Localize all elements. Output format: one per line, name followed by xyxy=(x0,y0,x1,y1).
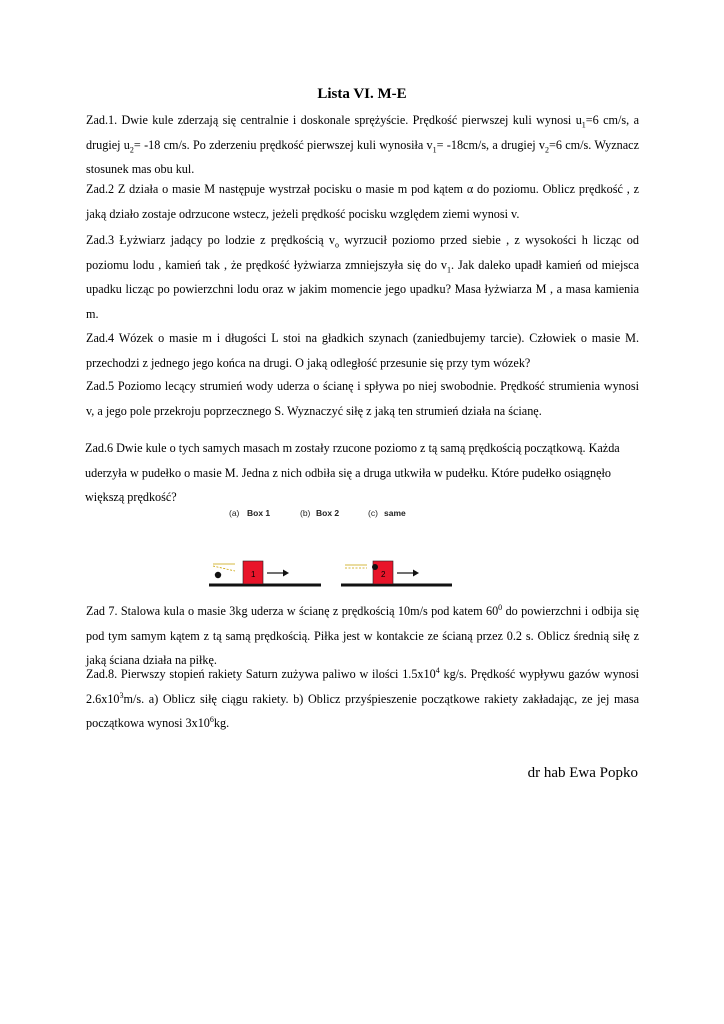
arrow-1-head xyxy=(283,570,289,577)
option-a-text: Box 1 xyxy=(247,508,271,518)
problem-4: Zad.4 Wózek o masie m i długości L stoi na gładkich szynach (zaniedbujemy tarcie). Człowiek o masie M. przechodzi z jednego jego końca na drugi. O jaką odległość przesunie się przy tym wózek? xyxy=(86,331,639,370)
ball-1 xyxy=(215,572,221,578)
problem-2: Zad.2 Z działa o masie M następuje wystrzał pocisku o masie m pod kątem α do poziomu. Oblicz prędkość , z jaką działo zostaje odrzucone wstecz, jeżeli prędkość pocisku względem ziemi wynosi v. xyxy=(86,182,639,221)
problem-3: Zad.3 Łyżwiarz jadący po lodzie z prędkością $v_o$ wyrzucił poziomo przed siebie , z wysokości h licząc od poziomu lodu , kamień tak , że prędkość łyżwiarza zmniejszyła się do $v_1$. Jak daleko upadł kamień od miejsca upadku licząc po powierzchni lodu oraz w jakim momencie jego upadku? Masa łyżwiarza M , a masa kamienia m. xyxy=(86,233,639,321)
problem-6: Zad.6 Dwie kule o tych samych masach m zostały rzucone poziomo z tą samą prędkością początkową. Każda uderzyła w pudełko o masie M. Jedna z nich odbiła się a druga utkwiła w pudełku. Które pudełko osiągnęło większą prędkość? xyxy=(85,441,620,504)
problem-5: Zad.5 Poziomo lecący strumień wody uderza o ścianę i spływa po niej swobodnie. Prędkość strumienia wynosi v, a jego pole przekroju poprzecznego S. Wyznaczyć siłę z jaką ten strumień działa na ścianę. xyxy=(86,379,639,418)
problem-7: Zad 7. Stalowa kula o masie 3kg uderza w ścianę z prędkością 10m/s pod katem $60^0$ do powierzchni i odbija się pod tym samym kątem z tą samą prędkością. Piłka jest w kontakcie ze ścianą przez 0.2 s. Oblicz średnią siłę z jaką ściana działa na piłkę. xyxy=(86,602,640,667)
author-signature: dr hab Ewa Popko xyxy=(527,765,638,781)
option-a-letter: (a) xyxy=(229,508,240,518)
ball-trail-1b xyxy=(213,566,235,571)
page-title: Lista VI. M-E xyxy=(317,86,407,102)
boxes-diagram xyxy=(195,503,465,593)
option-b-text: Box 2 xyxy=(316,508,340,518)
option-c-text: same xyxy=(384,508,406,518)
box-1-label: 1 xyxy=(251,570,256,579)
problem-8: Zad.8. Pierwszy stopień rakiety Saturn zużywa paliwo w ilości $1.5x10^4$ kg/s. Prędkość wypływu gazów wynosi $2.6x10^3m/s$. a) Oblicz siłę ciągu rakiety. b) Oblicz przyśpieszenie początkowe rakiety zakładając, ze jej masa początkowa wynosi $3x10^6kg$. xyxy=(86,665,639,730)
option-c-letter: (c) xyxy=(368,508,378,518)
problem-1: Zad.1. Dwie kule zderzają się centralnie i doskonale sprężyście. Prędkość pierwszej kuli wynosi $u_1=6$ cm/s, a drugiej $u_2= -18$ cm/s. Po zderzeniu prędkość pierwszej kuli wynosiła $v_1= -18cm/s$, a drugiej $v_2=6$ cm/s. Wyznacz stosunek mas obu kul. xyxy=(86,113,639,176)
box-2-label: 2 xyxy=(381,570,386,579)
arrow-2-head xyxy=(413,570,419,577)
option-b-letter: (b) xyxy=(300,508,311,518)
ball-2-embedded xyxy=(372,564,378,570)
